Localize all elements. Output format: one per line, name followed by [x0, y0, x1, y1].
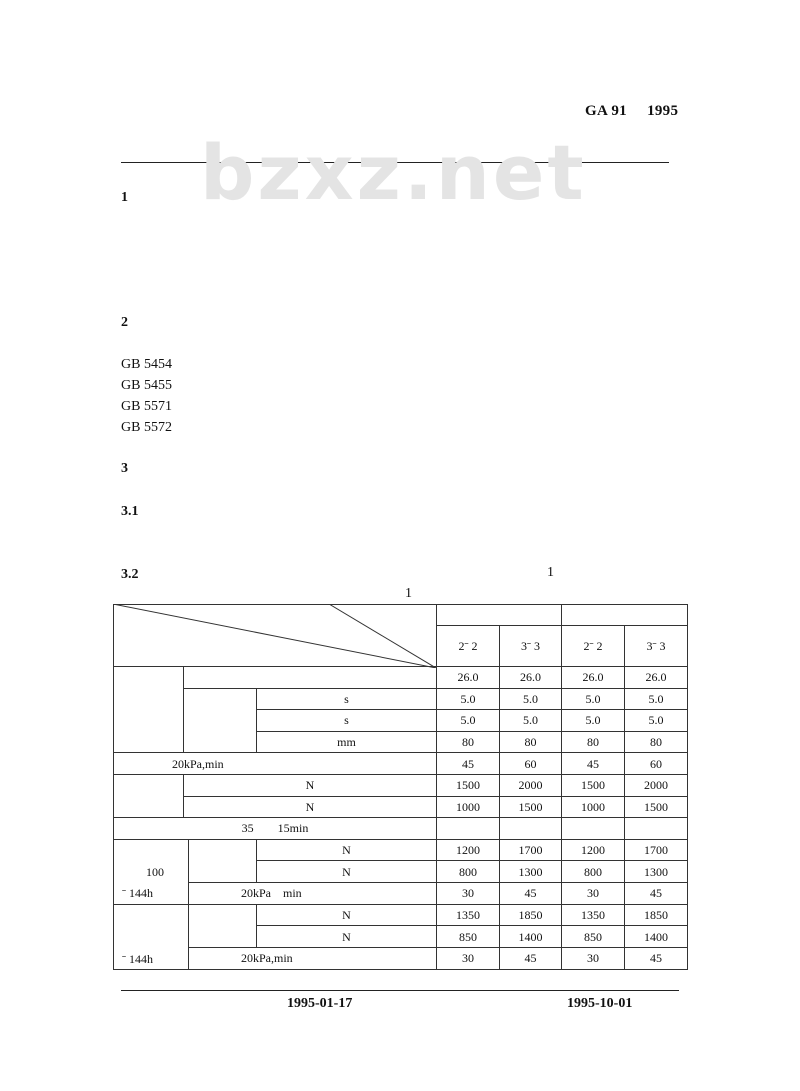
subgroup-cell [184, 688, 257, 753]
table-cell: 5.0 [562, 688, 625, 710]
row-label: s [257, 688, 437, 710]
table-cell: 26.0 [625, 667, 688, 689]
row-label: 20kPa min [189, 883, 437, 905]
table-cell: 45 [500, 883, 562, 905]
section-2-heading: 2 [121, 315, 128, 330]
column-header: 2ˉ 2 [562, 626, 625, 667]
table-cell: 1400 [625, 926, 688, 948]
table-row [114, 753, 688, 775]
section-3-2-table-ref: 1 [547, 565, 554, 580]
table-cell: 5.0 [625, 710, 688, 732]
table-cell: 1400 [500, 926, 562, 948]
subgroup-cell [189, 904, 257, 947]
table-cell: 45 [625, 947, 688, 969]
table-row [114, 796, 688, 818]
standard-number: GA 91 [585, 103, 627, 119]
reference-gb5455: GB 5455 [121, 378, 172, 393]
section-3-1-heading: 3.1 [121, 504, 139, 519]
group-label-144h: ˉ 144h [122, 885, 153, 900]
group-label-100: 100 [146, 864, 164, 879]
row-label: 35 15min [114, 818, 437, 840]
table-cell: 1500 [500, 796, 562, 818]
table-cell [437, 818, 500, 840]
row-label: N [184, 796, 437, 818]
table-cell: 1500 [562, 774, 625, 796]
table-row [114, 774, 688, 796]
table-cell: 80 [500, 731, 562, 753]
group-cell-100h [114, 839, 189, 904]
effective-date: 1995-10-01 [567, 996, 633, 1011]
table-cell: 26.0 [562, 667, 625, 689]
row-label: 20kPa,min [189, 947, 437, 969]
table-cell: 850 [437, 926, 500, 948]
column-group-1 [437, 605, 562, 626]
table-cell: 30 [437, 947, 500, 969]
table-cell: 1000 [437, 796, 500, 818]
table-cell: 850 [562, 926, 625, 948]
table-cell: 1000 [562, 796, 625, 818]
reference-gb5454: GB 5454 [121, 357, 172, 372]
table-cell [562, 818, 625, 840]
row-label: N [257, 861, 437, 883]
table-cell: 2000 [500, 774, 562, 796]
table-cell: 26.0 [500, 667, 562, 689]
table-cell: 1200 [562, 839, 625, 861]
section-1-heading: 1 [121, 190, 128, 205]
table-cell: 45 [500, 947, 562, 969]
diagonal-header-cell [114, 605, 437, 667]
row-label: N [257, 839, 437, 861]
group-cell [114, 667, 184, 753]
section-3-2-heading: 3.2 [121, 567, 139, 582]
table-cell: 80 [625, 731, 688, 753]
table-cell: 800 [562, 861, 625, 883]
table-cell: 45 [625, 883, 688, 905]
row-label: N [257, 904, 437, 926]
table-cell: 1300 [500, 861, 562, 883]
table-cell: 45 [562, 753, 625, 775]
table-cell: 30 [437, 883, 500, 905]
table-cell: 5.0 [437, 688, 500, 710]
table-cell: 1500 [437, 774, 500, 796]
row-label: N [257, 926, 437, 948]
table-cell: 2000 [625, 774, 688, 796]
table-cell: 45 [437, 753, 500, 775]
table-row [114, 667, 688, 689]
table-cell: 5.0 [562, 710, 625, 732]
table-cell: 1200 [437, 839, 500, 861]
standard-code [585, 103, 678, 120]
table-cell: 5.0 [500, 710, 562, 732]
column-header: 3ˉ 3 [500, 626, 562, 667]
table-cell: 60 [500, 753, 562, 775]
table-cell: 1300 [625, 861, 688, 883]
column-group-2 [562, 605, 688, 626]
table-cell: 5.0 [625, 688, 688, 710]
issue-date: 1995-01-17 [287, 996, 353, 1011]
table-row [114, 883, 688, 905]
table-cell: 80 [562, 731, 625, 753]
table-cell: 1850 [500, 904, 562, 926]
table-cell: 1500 [625, 796, 688, 818]
table-row [114, 818, 688, 840]
table-cell: 60 [625, 753, 688, 775]
column-header: 3ˉ 3 [625, 626, 688, 667]
table-cell [625, 818, 688, 840]
standard-year: 1995 [647, 103, 679, 119]
watermark: bzxz.net [200, 128, 587, 217]
row-label: 20kPa,min [114, 753, 437, 775]
table-cell: 30 [562, 883, 625, 905]
table-cell: 80 [437, 731, 500, 753]
table-title: 1 [405, 586, 412, 601]
table-cell: 5.0 [500, 688, 562, 710]
group-cell [114, 774, 184, 817]
section-3-heading: 3 [121, 461, 128, 476]
table-cell: 1700 [500, 839, 562, 861]
subgroup-cell [189, 839, 257, 882]
table-cell: 30 [562, 947, 625, 969]
reference-gb5572: GB 5572 [121, 420, 172, 435]
group-label-144h: ˉ 144h [122, 951, 153, 966]
table-row [114, 688, 688, 710]
column-header: 2ˉ 2 [437, 626, 500, 667]
table-row [114, 947, 688, 969]
table-cell: 1350 [562, 904, 625, 926]
table-cell: 1850 [625, 904, 688, 926]
table-cell: 800 [437, 861, 500, 883]
row-label: s [257, 710, 437, 732]
table-cell: 1700 [625, 839, 688, 861]
footer-rule [121, 990, 679, 991]
row-label: mm [257, 731, 437, 753]
row-label [184, 667, 437, 689]
row-label: N [184, 774, 437, 796]
table-row [114, 839, 688, 861]
group-cell-144h [114, 904, 189, 969]
table-cell: 26.0 [437, 667, 500, 689]
table-cell [500, 818, 562, 840]
table-cell: 5.0 [437, 710, 500, 732]
table-cell: 1350 [437, 904, 500, 926]
reference-gb5571: GB 5571 [121, 399, 172, 414]
spec-table [113, 604, 688, 970]
table-row [114, 904, 688, 926]
